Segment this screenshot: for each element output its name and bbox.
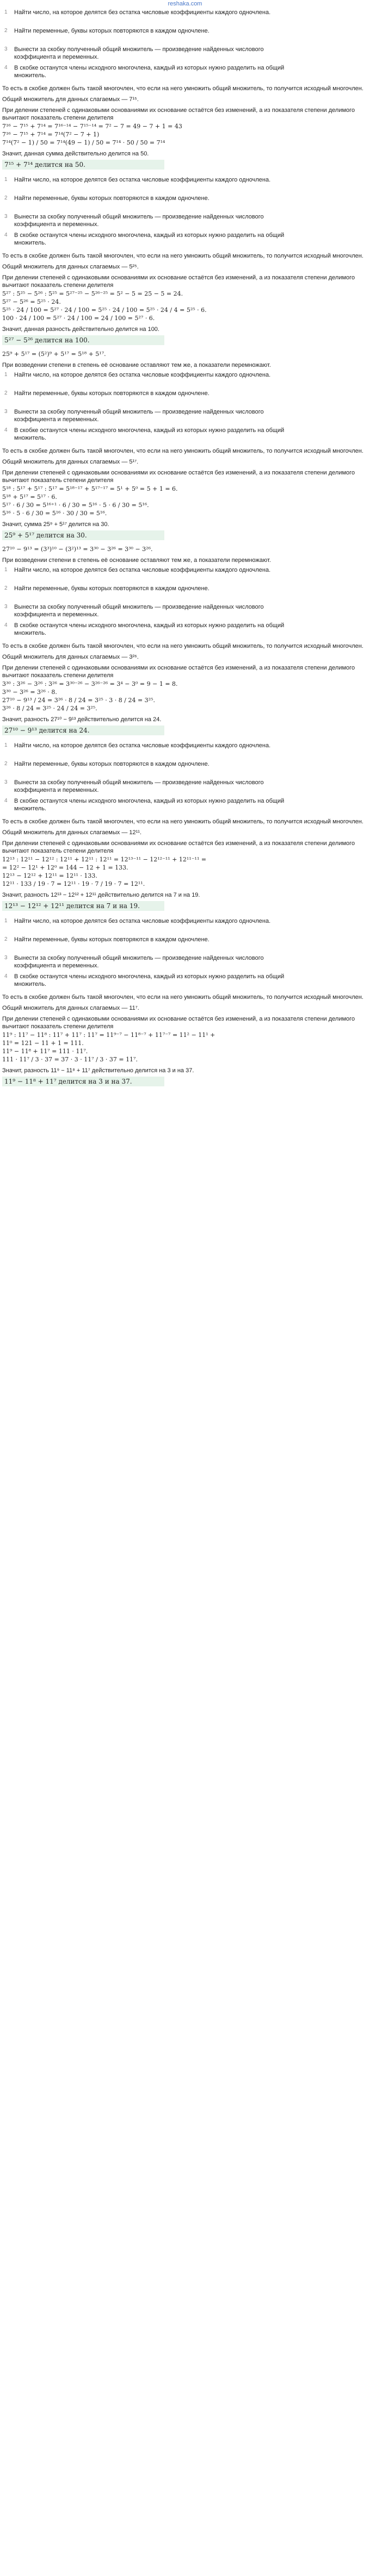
conclusion-text: Значит, данная разность действительно делится на 100. — [2, 326, 159, 333]
intro-formula: 27¹⁰ − 9¹³ = (3³)¹⁰ − (3²)¹³ = 3³⁰ − 3²⁶ = 3³⁰ − 3²⁶. — [2, 546, 153, 553]
step-number: 4 — [4, 427, 8, 433]
step-item — [2, 621, 367, 639]
step-item — [2, 26, 367, 45]
step-item — [2, 759, 367, 778]
step-item — [2, 63, 367, 82]
step-item — [2, 953, 367, 972]
division-rule-text: При делении степеней с одинаковыми основаниями их основание остаётся без изменений, а из показателя степени делимого вычитают показатель степени делителя — [2, 665, 355, 679]
step-text: Найти переменные, буквы которых повторяются в каждом одночлене. — [14, 585, 209, 592]
math-line: 5¹⁸ : 5¹⁷ + 5¹⁷ : 5¹⁷ = 5¹⁸⁻¹⁷ + 5¹⁷⁻¹⁷ = 5¹ + 5⁰ = 5 + 1 = 6. — [2, 485, 178, 492]
math-line: 5¹⁸ + 5¹⁷ = 5¹⁷ · 6. — [2, 493, 57, 501]
step-item — [2, 426, 367, 444]
solution-block — [2, 741, 367, 911]
common-factor-text: Общий множитель для данных слагаемых — 12¹¹. — [2, 829, 141, 836]
math-line: 3³⁰ : 3²⁶ − 3²⁶ : 3²⁶ = 3³⁰⁻²⁶ − 3²⁶⁻²⁶ = 3⁴ − 3⁰ = 9 − 1 = 8. — [2, 680, 178, 687]
explanation-text: То есть в скобке должен быть такой многочлен, что если на него умножить общий множитель, то получится исходный многочлен. — [2, 253, 363, 259]
step-number: 2 — [4, 585, 8, 591]
site-title: reshaka.com — [168, 1, 202, 7]
explanation-text: То есть в скобке должен быть такой многочлен, что если на него умножить общий множитель, то получится исходный многочлен. — [2, 994, 363, 1001]
math-line: 111 · 11⁷ / 3 · 37 = 37 · 3 · 11⁷ / 3 · 37 = 11⁷. — [2, 1056, 138, 1063]
step-text: В скобке останутся члены исходного многочлена, каждый из которых нужно разделить на общий множитель. — [14, 232, 285, 246]
step-number: 2 — [4, 195, 8, 201]
step-text: Найти число, на которое делятся без остатка числовые коэффициенты каждого одночлена. — [14, 918, 271, 924]
common-factor-text: Общий множитель для данных слагаемых — 7¹⁵. — [2, 96, 139, 103]
conclusion-text: Значит, разность 27¹⁰ − 9¹³ действительно делится на 24. — [2, 716, 162, 723]
conclusion-text: Значит, разность 12¹³ − 12¹² + 12¹¹ действительно делится на 7 и на 19. — [2, 892, 200, 898]
step-item — [2, 565, 367, 584]
step-text: Вынести за скобку полученный общий множитель — произведение найденных числового коэффициента и переменных. — [14, 955, 264, 969]
step-number: 1 — [4, 742, 8, 748]
step-item — [2, 935, 367, 953]
step-number: 2 — [4, 28, 8, 34]
step-text: Вынести за скобку полученный общий множитель — произведение найденных числового коэффициента и переменных. — [14, 214, 264, 228]
step-number: 2 — [4, 390, 8, 396]
math-line: 7¹⁴(7² − 1) / 50 = 7¹⁴(49 − 1) / 50 = 7¹⁴ · 50 / 50 = 7¹⁴ — [2, 139, 165, 146]
math-line: 11⁹ − 11⁸ + 11⁷ = 111 · 11⁷. — [2, 1048, 88, 1055]
math-line: 11⁹ : 11⁷ − 11⁸ : 11⁷ + 11⁷ : 11⁷ = 11⁹⁻⁷ − 11⁸⁻⁷ + 11⁷⁻⁷ = 11² − 11¹ + — [2, 1031, 215, 1039]
step-number: 4 — [4, 622, 8, 628]
step-number: 3 — [4, 779, 8, 785]
step-text: Вынести за скобку полученный общий множитель — произведение найденных числового коэффициента и переменных. — [14, 409, 264, 423]
math-line: 100 · 24 / 100 = 5²⁷ · 24 / 100 = 24 / 100 = 5²⁷ · 6. — [2, 315, 155, 322]
explanation-text: То есть в скобке должен быть такой многочлен, что если на него умножить общий множитель, то получится исходный многочлен. — [2, 85, 363, 92]
common-factor-text: Общий множитель для данных слагаемых — 3²⁶. — [2, 654, 139, 660]
division-rule-text: При делении степеней с одинаковыми основаниями их основание остаётся без изменений, а из показателя степени делимого вычитают показатель степени делителя — [2, 840, 355, 854]
step-number: 2 — [4, 936, 8, 942]
division-rule-text: При делении степеней с одинаковыми основаниями их основание остаётся без изменений, а из показателя степени делимого вычитают показатель степени делителя — [2, 470, 355, 484]
step-item — [2, 230, 367, 249]
step-number: 1 — [4, 918, 8, 924]
step-text: Вынести за скобку полученный общий множитель — произведение найденных числового коэффициента и переменных. — [14, 779, 264, 793]
step-number: 3 — [4, 46, 8, 52]
step-text: Найти число, на которое делятся без остатка числовые коэффициенты каждого одночлена. — [14, 567, 271, 573]
conclusion-text: Значит, данная сумма действительно делится на 50. — [2, 151, 149, 157]
math-line: 12¹¹ · 133 / 19 · 7 = 12¹¹ · 19 · 7 / 19 · 7 = 12¹¹. — [2, 880, 145, 887]
steps-list — [2, 916, 367, 990]
step-number: 1 — [4, 372, 8, 378]
step-item — [2, 212, 367, 230]
power-rule-text: При возведении степени в степень её основание оставляют тем же, а показатели перемножают. — [2, 557, 271, 564]
math-line: 7¹⁶ − 7¹⁵ + 7¹⁴ = 7¹⁶⁻¹⁴ − 7¹⁵⁻¹⁴ = 7² − 7 = 49 − 7 + 1 = 43 — [2, 123, 182, 130]
step-text: В скобке останутся члены исходного многочлена, каждый из которых нужно разделить на общий множитель. — [14, 798, 285, 812]
common-factor-text: Общий множитель для данных слагаемых — 5²⁵. — [2, 264, 139, 270]
step-number: 2 — [4, 761, 8, 767]
step-text: Найти число, на которое делятся без остатка числовые коэффициенты каждого одночлена. — [14, 9, 271, 16]
math-line: 7¹⁶ − 7¹⁵ + 7¹⁴ = 7¹⁴(7² − 7 + 1) — [2, 131, 100, 138]
result-box: 11⁹ − 11⁸ + 11⁷ делится на 3 и на 37. — [2, 1077, 164, 1086]
explanation-text: То есть в скобке должен быть такой многочлен, что если на него умножить общий множитель, то получится исходный многочлен. — [2, 818, 363, 825]
step-item — [2, 916, 367, 935]
step-number: 1 — [4, 9, 8, 15]
step-text: В скобке останутся члены исходного многочлена, каждый из которых нужно разделить на общий множитель. — [14, 973, 285, 987]
step-item — [2, 175, 367, 193]
solution-block — [2, 351, 367, 540]
explanation-text: То есть в скобке должен быть такой многочлен, что если на него умножить общий множитель, то получится исходный многочлен. — [2, 643, 363, 649]
step-item — [2, 8, 367, 26]
math-line: 3²⁶ · 8 / 24 = 3²⁵ · 24 / 24 = 3²⁵. — [2, 705, 97, 712]
step-number: 3 — [4, 604, 8, 610]
math-line: 12¹³ − 12¹² + 12¹¹ = 12¹¹ · 133. — [2, 872, 97, 879]
step-item — [2, 796, 367, 815]
intro-formula: 25⁹ + 5¹⁷ = (5²)⁹ + 5¹⁷ = 5¹⁸ + 5¹⁷. — [2, 351, 106, 358]
step-item — [2, 45, 367, 63]
step-item — [2, 972, 367, 990]
step-text: Найти переменные, буквы которых повторяются в каждом одночлене. — [14, 195, 209, 202]
step-item — [2, 193, 367, 212]
math-line: 5¹⁷ · 6 / 30 = 5¹⁶⁺¹ · 6 / 30 = 5¹⁶ · 5 · 6 / 30 = 5¹⁶. — [2, 502, 149, 509]
step-text: В скобке останутся члены исходного многочлена, каждый из которых нужно разделить на общий множитель. — [14, 65, 285, 79]
solution-block — [2, 916, 367, 1086]
step-item — [2, 389, 367, 407]
steps-list — [2, 175, 367, 249]
common-factor-text: Общий множитель для данных слагаемых — 5¹⁷. — [2, 459, 139, 465]
math-line: 5¹⁶ · 5 · 6 / 30 = 5¹⁶ · 30 / 30 = 5¹⁶. — [2, 510, 107, 517]
step-text: Вынести за скобку полученный общий множитель — произведение найденных числового коэффициента и переменных. — [14, 604, 264, 618]
division-rule-text: При делении степеней с одинаковыми основаниями их основание остаётся без изменений, а из показателя степени делимого вычитают показатель степени делителя — [2, 1016, 355, 1030]
step-text: Найти число, на которое делятся без остатка числовые коэффициенты каждого одночлена. — [14, 742, 271, 749]
step-item — [2, 778, 367, 796]
step-text: Найти переменные, буквы которых повторяются в каждом одночлене. — [14, 936, 209, 943]
step-number: 3 — [4, 214, 8, 220]
step-number: 4 — [4, 65, 8, 71]
step-text: Найти число, на которое делятся без остатка числовые коэффициенты каждого одночлена. — [14, 177, 271, 183]
step-text: Найти число, на которое делятся без остатка числовые коэффициенты каждого одночлена. — [14, 372, 271, 378]
step-text: Найти переменные, буквы которых повторяются в каждом одночлене. — [14, 28, 209, 34]
solution-block — [2, 175, 367, 345]
steps-list — [2, 741, 367, 815]
step-number: 3 — [4, 409, 8, 415]
steps-list — [2, 370, 367, 444]
step-number: 4 — [4, 973, 8, 979]
step-number: 1 — [4, 567, 8, 573]
math-line: 5²⁷ − 5²⁶ = 5²⁵ · 24. — [2, 298, 61, 305]
result-box: 7¹⁵ + 7¹⁴ делится на 50. — [2, 160, 164, 170]
conclusion-text: Значит, разность 11⁹ − 11⁸ + 11⁷ действительно делится на 3 и на 37. — [2, 1067, 194, 1074]
solution-block — [2, 8, 367, 170]
step-number: 4 — [4, 798, 8, 804]
step-item — [2, 584, 367, 602]
step-item — [2, 370, 367, 389]
result-box: 27¹⁰ − 9¹³ делится на 24. — [2, 726, 164, 735]
step-text: Найти переменные, буквы которых повторяются в каждом одночлене. — [14, 390, 209, 397]
power-rule-text: При возведении степени в степень её основание оставляют тем же, а показатели перемножают. — [2, 362, 271, 368]
step-item — [2, 741, 367, 759]
step-text: В скобке останутся члены исходного многочлена, каждый из которых нужно разделить на общий множитель. — [14, 427, 285, 441]
math-line: 12¹³ : 12¹¹ − 12¹² : 12¹¹ + 12¹¹ : 12¹¹ = 12¹³⁻¹¹ − 12¹²⁻¹¹ + 12¹¹⁻¹¹ = — [2, 856, 207, 863]
step-text: Найти переменные, буквы которых повторяются в каждом одночлене. — [14, 761, 209, 767]
division-rule-text: При делении степеней с одинаковыми основаниями их основание остаётся без изменений, а из показателя степени делимого вычитают показатель степени делителя — [2, 274, 355, 289]
step-number: 1 — [4, 177, 8, 183]
math-line: 27¹⁰ − 9¹³ / 24 = 3²⁶ · 8 / 24 = 3²⁵ · 3 · 8 / 24 = 3²⁵. — [2, 697, 155, 704]
steps-list — [2, 565, 367, 639]
step-text: В скобке останутся члены исходного многочлена, каждый из которых нужно разделить на общий множитель. — [14, 622, 285, 636]
step-number: 3 — [4, 955, 8, 961]
explanation-text: То есть в скобке должен быть такой многочлен, что если на него умножить общий множитель, то получится исходный многочлен. — [2, 448, 363, 454]
step-item — [2, 407, 367, 426]
math-line: 3³⁰ − 3²⁶ = 3²⁶ · 8. — [2, 689, 57, 696]
math-line: 5²⁷ : 5²⁵ − 5²⁶ : 5²⁵ = 5²⁷⁻²⁵ − 5²⁶⁻²⁵ = 5² − 5 = 25 − 5 = 24. — [2, 290, 183, 297]
conclusion-text: Значит, сумма 25⁹ + 5¹⁷ делится на 30. — [2, 521, 109, 528]
steps-list — [2, 8, 367, 82]
result-box: 5²⁷ − 5²⁶ делится на 100. — [2, 335, 164, 345]
step-text: Вынести за скобку полученный общий множитель — произведение найденных числового коэффициента и переменных. — [14, 46, 264, 60]
step-item — [2, 602, 367, 621]
result-box: 12¹³ − 12¹² + 12¹¹ делится на 7 и на 19. — [2, 901, 164, 911]
division-rule-text: При делении степеней с одинаковыми основаниями их основание остаётся без изменений, а из показателя степени делимого вычитают показатель степени делителя — [2, 107, 355, 121]
solution-content — [0, 8, 370, 1086]
math-line: 5²⁵ · 24 / 100 = 5²⁷ · 24 / 100 = 5²⁵ · 24 / 100 = 5²⁵ · 24 / 4 = 5²⁵ · 6. — [2, 307, 207, 314]
step-number: 4 — [4, 232, 8, 238]
math-line: = 12² − 12¹ + 12⁰ = 144 − 12 + 1 = 133. — [2, 864, 128, 871]
common-factor-text: Общий множитель для данных слагаемых — 11⁷. — [2, 1005, 139, 1011]
math-line: 11⁰ = 121 − 11 + 1 = 111. — [2, 1040, 84, 1047]
solution-block — [2, 546, 367, 735]
result-box: 25⁹ + 5¹⁷ делится на 30. — [2, 530, 164, 540]
